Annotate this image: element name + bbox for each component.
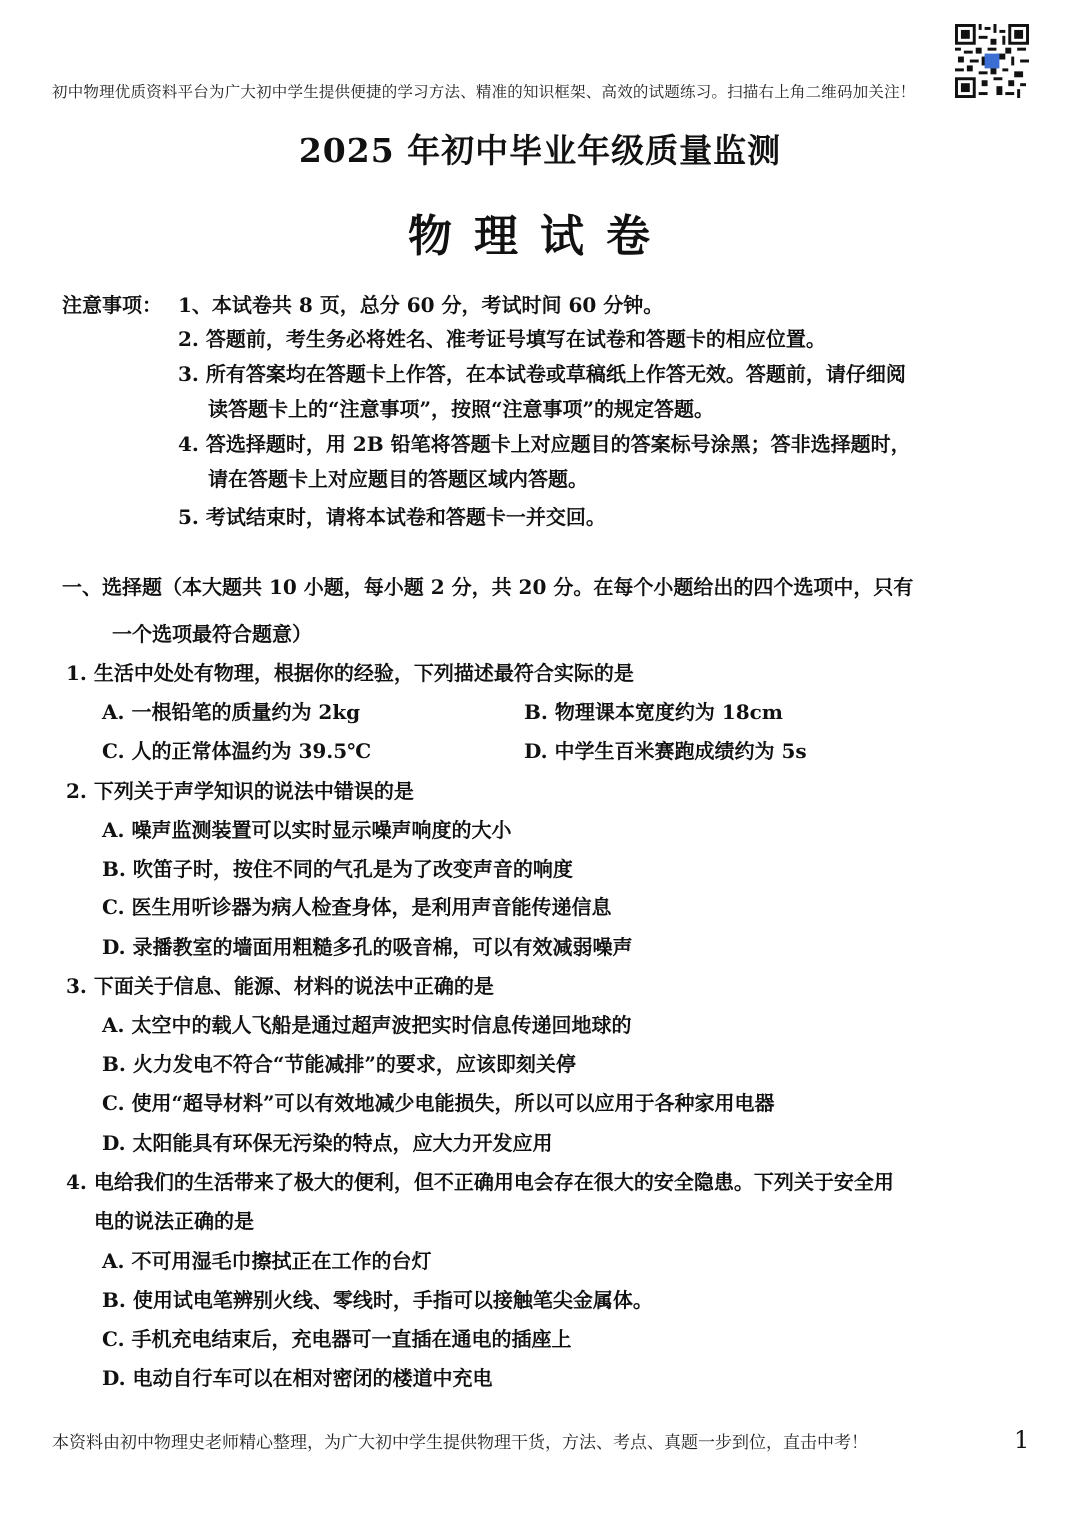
notice-item-3: 3. 所有答案均在答题卡上作答，在本试卷或草稿纸上作答无效。答题前，请仔细阅 xyxy=(178,362,906,386)
question-4-stem: 4. 电给我们的生活带来了极大的便利，但不正确用电会存在很大的安全隐患。下列关于安全用 xyxy=(66,1170,894,1194)
question-4-option-a: A. 不可用湿毛巾擦拭正在工作的台灯 xyxy=(102,1249,432,1273)
question-4-stem-cont: 电的说法正确的是 xyxy=(94,1209,254,1233)
paper-title: 物理试卷 xyxy=(408,211,672,262)
page-number: 1 xyxy=(1014,1426,1030,1454)
question-2-option-d: D. 录播教室的墙面用粗糙多孔的吸音棉，可以有效减弱噪声 xyxy=(102,935,633,959)
question-3-option-a: A. 太空中的载人飞船是通过超声波把实时信息传递回地球的 xyxy=(102,1013,632,1037)
question-2-option-a: A. 噪声监测装置可以实时显示噪声响度的大小 xyxy=(102,818,512,842)
header-note: 初中物理优质资料平台为广大初中学生提供便捷的学习方法、精准的知识框架、高效的试题练习。扫描右上角二维码加关注！ xyxy=(52,83,916,101)
question-1-option-d: D. 中学生百米赛跑成绩约为 5s xyxy=(524,739,807,763)
notice-item-4-cont: 请在答题卡上对应题目的答题区域内答题。 xyxy=(208,467,588,491)
question-4-option-b: B. 使用试电笔辨别火线、零线时，手指可以接触笔尖金属体。 xyxy=(102,1288,653,1312)
question-2-option-b: B. 吹笛子时，按住不同的气孔是为了改变声音的响度 xyxy=(102,857,573,881)
question-1-option-b: B. 物理课本宽度约为 18cm xyxy=(524,700,783,724)
question-2-option-c: C. 医生用听诊器为病人检查身体，是利用声音能传递信息 xyxy=(102,895,612,919)
question-3-option-d: D. 太阳能具有环保无污染的特点，应大力开发应用 xyxy=(102,1131,553,1155)
question-3-option-b: B. 火力发电不符合“节能减排”的要求，应该即刻关停 xyxy=(102,1052,576,1076)
footer-note: 本资料由初中物理史老师精心整理，为广大初中学生提供物理干货，方法、考点、真题一步到位，直击中考！ xyxy=(52,1433,868,1453)
notice-item-5: 5. 考试结束时，请将本试卷和答题卡一并交回。 xyxy=(178,505,606,529)
notice-item-4: 4. 答选择题时，用 2B 铅笔将答题卡上对应题目的答案标号涂黑；答非选择题时， xyxy=(178,432,911,456)
notice-item-2: 2. 答题前，考生务必将姓名、准考证号填写在试卷和答题卡的相应位置。 xyxy=(178,327,826,351)
section-heading: 一、选择题（本大题共 10 小题，每小题 2 分，共 20 分。在每个小题给出的四个选项中，只有 xyxy=(62,575,914,599)
question-1-option-a: A. 一根铅笔的质量约为 2kg xyxy=(102,700,361,724)
section-heading-cont: 一个选项最符合题意） xyxy=(112,622,312,646)
question-3-option-c: C. 使用“超导材料”可以有效地减少电能损失，所以可以应用于各种家用电器 xyxy=(102,1091,775,1115)
question-1-option-c: C. 人的正常体温约为 39.5℃ xyxy=(102,739,372,763)
notice-item-1: 1、本试卷共 8 页，总分 60 分，考试时间 60 分钟。 xyxy=(178,293,664,317)
question-4-option-d: D. 电动自行车可以在相对密闭的楼道中充电 xyxy=(102,1366,493,1390)
question-1-stem: 1. 生活中处处有物理，根据你的经验，下列描述最符合实际的是 xyxy=(66,661,634,685)
question-2-stem: 2. 下列关于声学知识的说法中错误的是 xyxy=(66,779,414,803)
question-4-option-c: C. 手机充电结束后，充电器可一直插在通电的插座上 xyxy=(102,1327,572,1351)
notice-label: 注意事项： xyxy=(62,293,162,317)
question-3-stem: 3. 下面关于信息、能源、材料的说法中正确的是 xyxy=(66,974,494,998)
qr-code-icon[interactable] xyxy=(955,24,1029,98)
exam-title: 2025 年初中毕业年级质量监测 xyxy=(298,131,782,170)
notice-item-3-cont: 读答题卡上的“注意事项”，按照“注意事项”的规定答题。 xyxy=(208,397,715,421)
